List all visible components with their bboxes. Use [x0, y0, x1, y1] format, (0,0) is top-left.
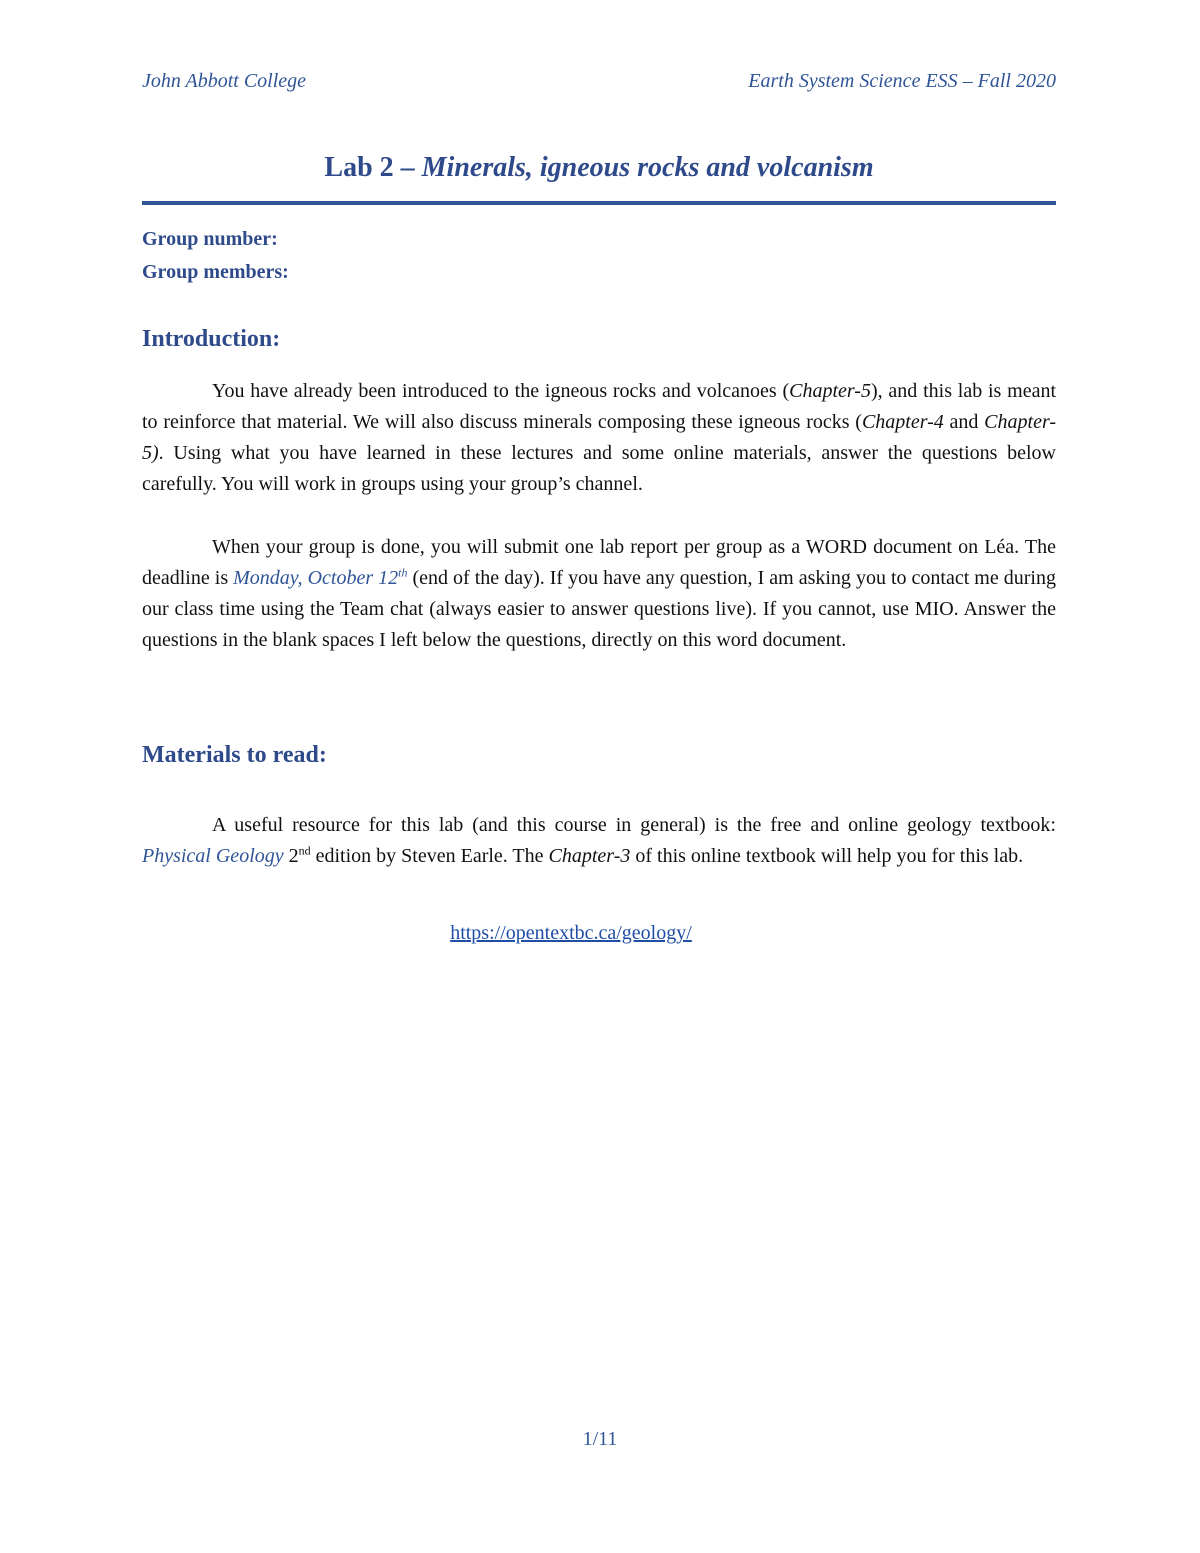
page-header: [142, 70, 1056, 100]
title-prefix: Lab 2 –: [324, 152, 422, 183]
group-members-label: Group members:: [142, 261, 289, 283]
document-title: [142, 152, 1056, 184]
intro-p1-text-4: . Using what you have learned in these lectures and some online materials, answer the questions below carefully. You will work in groups using your group’s channel.: [142, 442, 1056, 495]
materials-text-4: of this online textbook will help you for this lab.: [630, 845, 1024, 867]
materials-heading: Materials to read:: [142, 742, 327, 768]
deadline-date: [233, 567, 407, 589]
title-italic: Minerals, igneous rocks and volcanism: [421, 152, 874, 183]
introduction-paragraph-2: [142, 532, 1056, 656]
materials-chapter-3: Chapter-3: [548, 845, 631, 867]
introduction-paragraph-1: [142, 376, 1056, 500]
textbook-link[interactable]: https://opentextbc.ca/geology/: [450, 922, 692, 944]
intro-p1-text-3: and: [943, 411, 985, 433]
resource-link-line: [0, 922, 1142, 945]
materials-paragraph: [142, 810, 1056, 872]
textbook-title: Physical Geology: [142, 845, 284, 867]
edition-suffix: nd: [298, 843, 311, 858]
deadline-suffix: th: [398, 565, 408, 580]
intro-p1-chapter-5: Chapter-5: [789, 380, 871, 402]
materials-text-1: A useful resource for this lab (and this course in general) is the free and online geology textbook:: [212, 814, 1056, 836]
title-divider: [142, 201, 1056, 205]
intro-p2-text-1: When your group is done, you will submit one lab report per group as a WORD document on Léa. The deadline is: [142, 536, 1056, 589]
deadline-text: Monday, October 12: [233, 567, 399, 589]
header-college: John Abbott College: [142, 70, 307, 92]
intro-p1-chapter-4: Chapter-4: [861, 411, 944, 433]
intro-p1-text-2: ), and this lab is meant to reinforce that material. We will also discuss minerals composing these igneous rocks (: [142, 380, 1057, 433]
intro-p1-chapter-5b: Chapter-5): [142, 411, 1056, 464]
intro-p1-text-1: You have already been introduced to the igneous rocks and volcanoes (: [212, 380, 790, 402]
intro-p2-text-2: (end of the day). If you have any question, I am asking you to contact me during our class time using the Team chat (always easier to answer questions live). If you cannot, use MIO. Answer the questions in the blank spaces I left below the questions, directly on this word document.: [142, 567, 1056, 651]
materials-text-3: edition by Steven Earle. The: [310, 845, 549, 867]
materials-text-2: 2: [283, 845, 299, 867]
group-number-label: Group number:: [142, 228, 278, 250]
header-course: Earth System Science ESS – Fall 2020: [748, 70, 1056, 92]
page-number: 1/11: [582, 1428, 618, 1450]
introduction-heading: Introduction:: [142, 326, 281, 352]
